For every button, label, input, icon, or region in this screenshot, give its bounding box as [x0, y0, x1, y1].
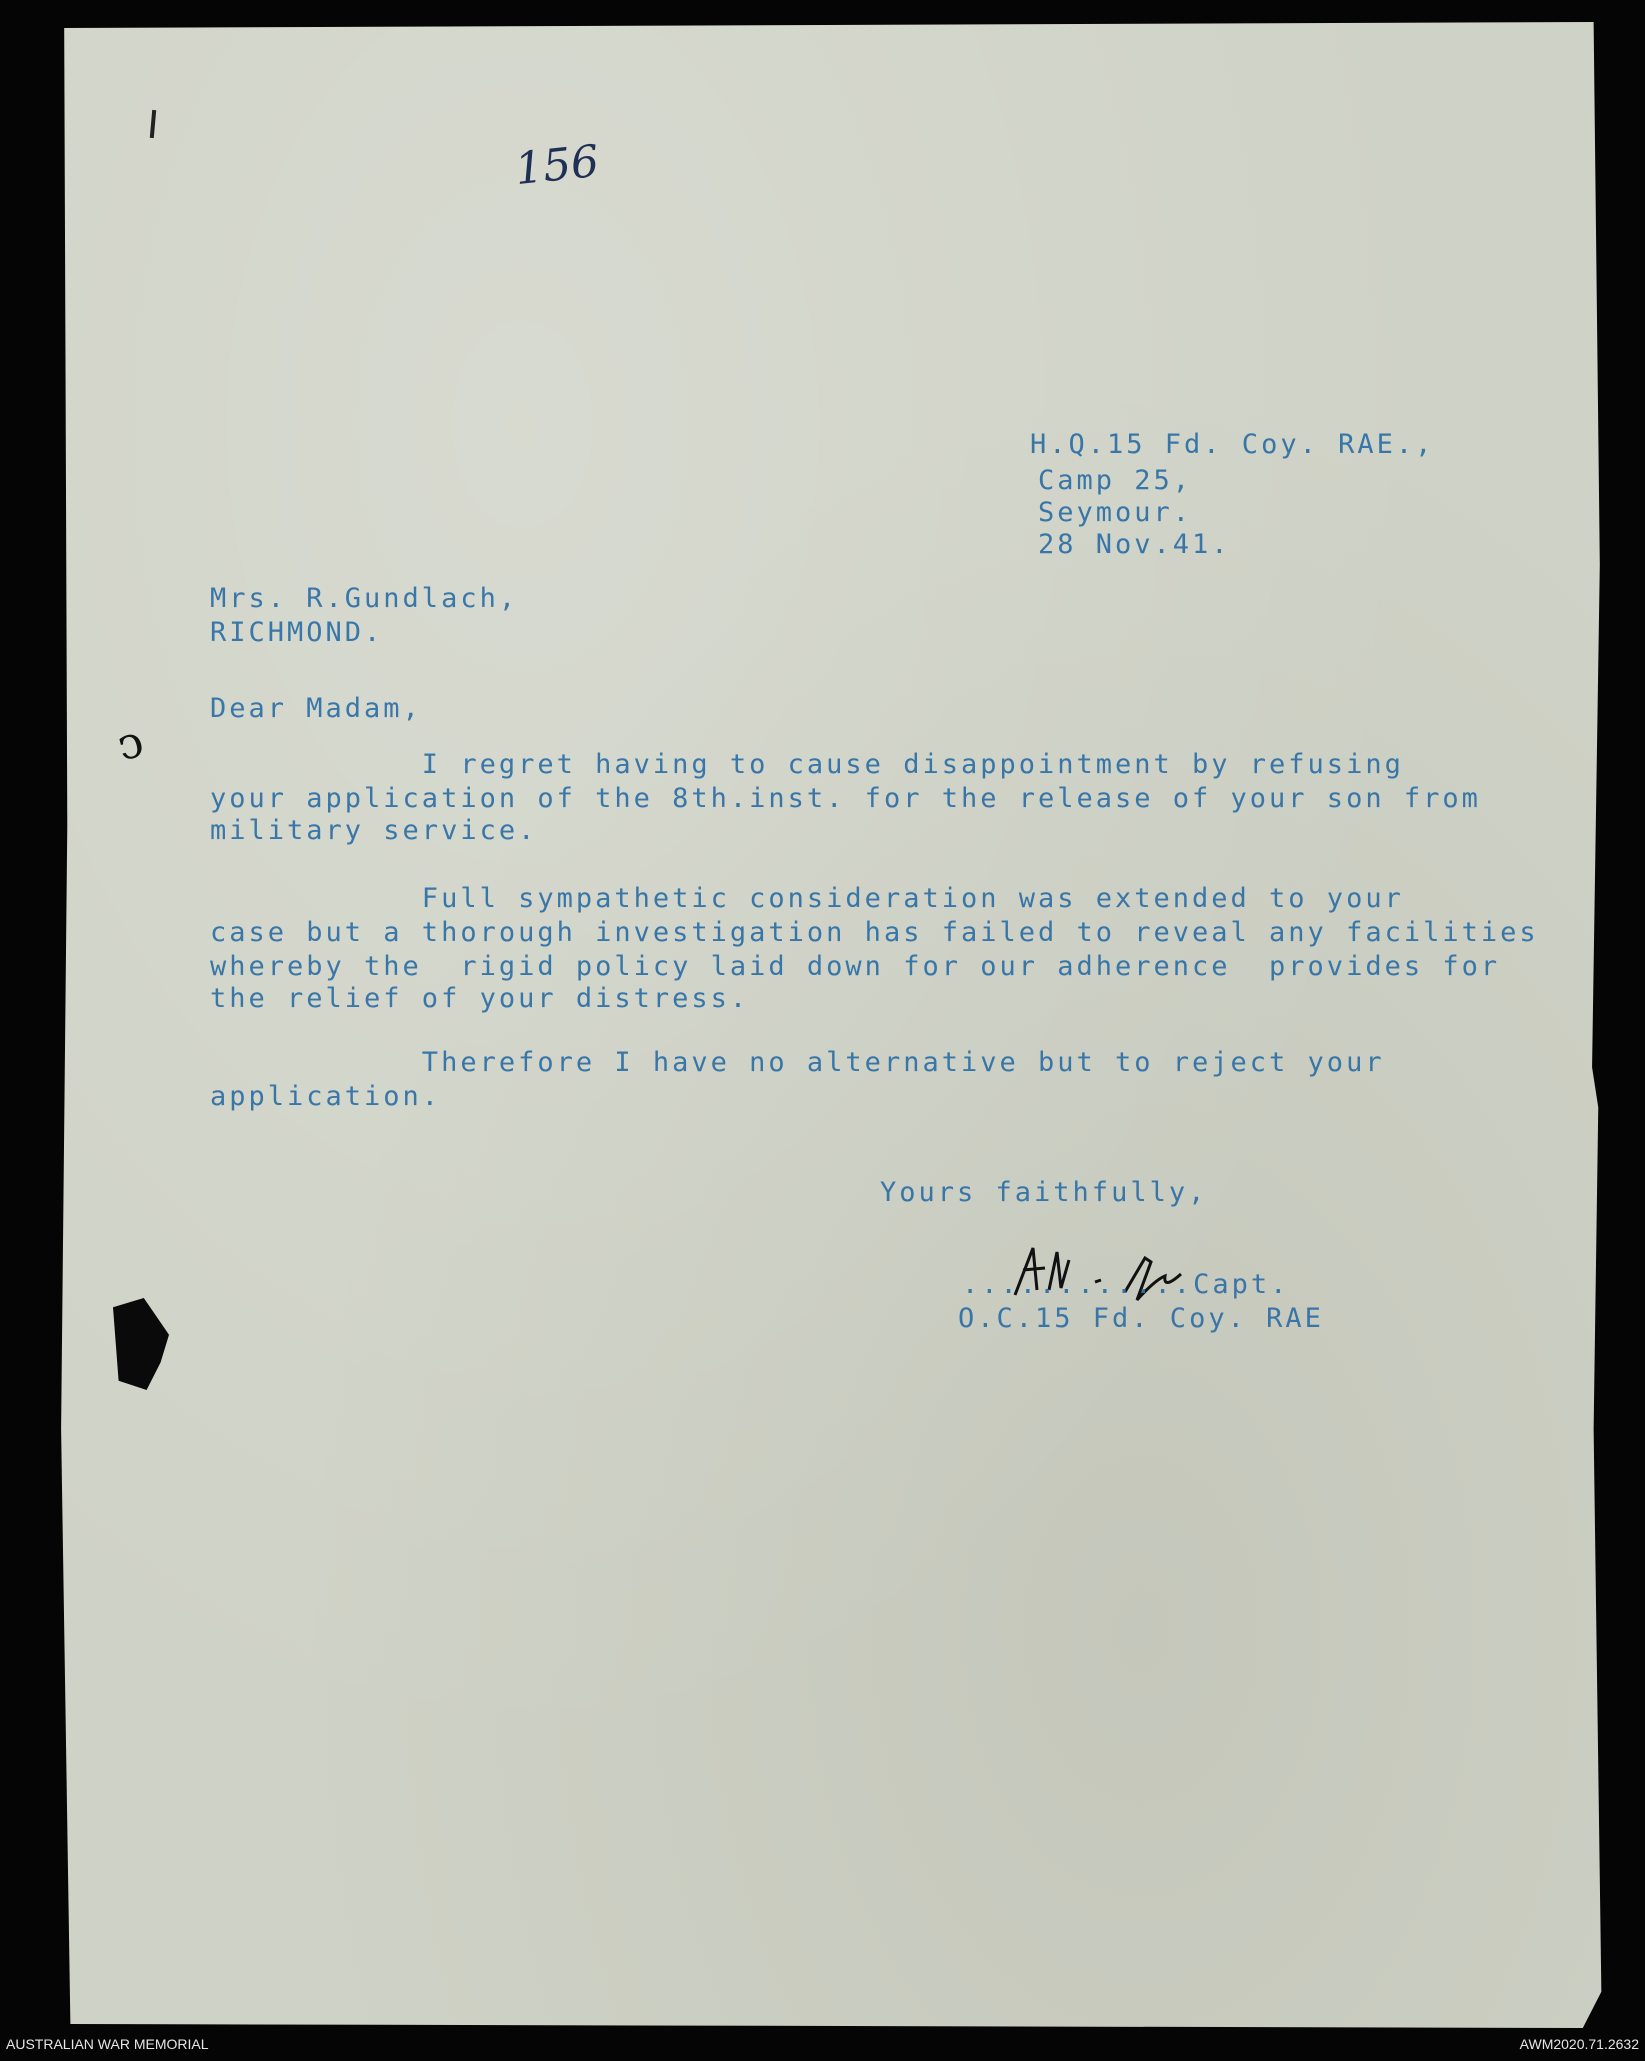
recipient-name: Mrs. R.Gundlach,: [210, 583, 519, 614]
letter-paper: [58, 22, 1606, 2032]
sender-address-line-1: H.Q.15 Fd. Coy. RAE.,: [1030, 429, 1435, 460]
paragraph-2-line-1: Full sympathetic consideration was extended to your: [210, 883, 1404, 914]
signature-line: ............Capt.: [962, 1269, 1290, 1300]
paragraph-3-line-2: application.: [210, 1081, 442, 1112]
paragraph-1-line-1: I regret having to cause disappointment by refusing: [210, 749, 1404, 780]
footer-credit: AUSTRALIAN WAR MEMORIAL: [6, 2036, 209, 2052]
signature-title: O.C.15 Fd. Coy. RAE: [958, 1303, 1324, 1334]
closing: Yours faithfully,: [880, 1177, 1208, 1208]
paragraph-2-line-4: the relief of your distress.: [210, 983, 750, 1014]
sender-address-line-2: Camp 25,: [1038, 465, 1193, 496]
paragraph-2-line-3: whereby the rigid policy laid down for our adherence provides for: [210, 951, 1501, 982]
salutation: Dear Madam,: [210, 693, 422, 724]
paragraph-3-line-1: Therefore I have no alternative but to reject your: [210, 1047, 1385, 1078]
handwritten-mark: ↄ: [111, 715, 149, 772]
paragraph-1-line-2: your application of the 8th.inst. for the release of your son from: [210, 783, 1481, 814]
paragraph-1-line-3: military service.: [210, 815, 538, 846]
sender-address-line-3: Seymour.: [1038, 497, 1193, 528]
paragraph-2-line-2: case but a thorough investigation has failed to reveal any facilities: [210, 917, 1539, 948]
handwritten-page-number: 156: [512, 135, 602, 196]
sender-date: 28 Nov.41.: [1038, 529, 1231, 560]
footer-accession-number: AWM2020.71.2632: [1519, 2036, 1639, 2052]
recipient-town: RICHMOND.: [210, 617, 384, 648]
